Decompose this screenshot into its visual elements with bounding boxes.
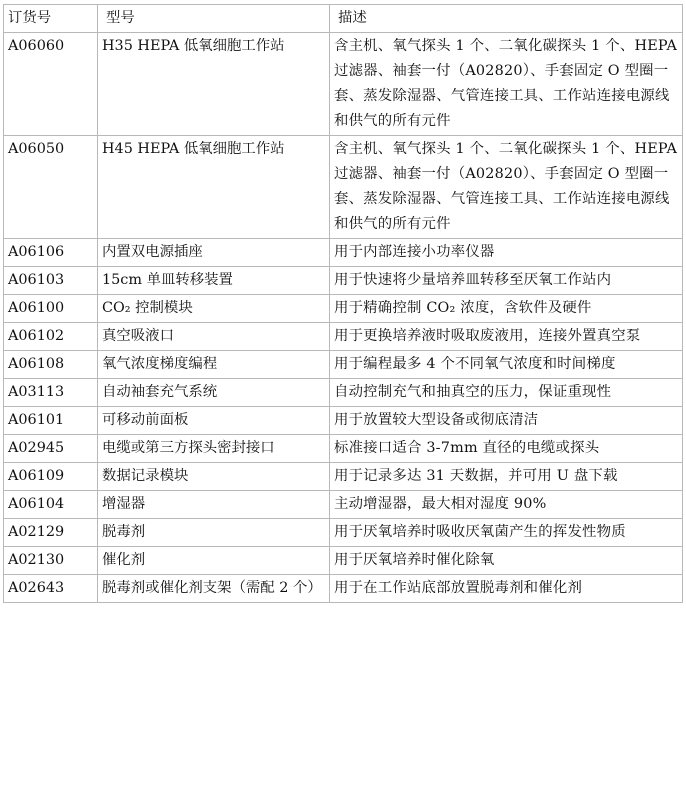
- model-cell: 增湿器: [98, 491, 330, 519]
- description-cell: 自动控制充气和抽真空的压力，保证重现性: [330, 379, 683, 407]
- table-row: [4, 575, 683, 603]
- header-order-number: 订货号: [4, 5, 98, 33]
- order-number-cell: A06106: [4, 239, 98, 267]
- table-row: [4, 295, 683, 323]
- description-cell: 主动增湿器，最大相对湿度 90%: [330, 491, 683, 519]
- model-cell: CO₂ 控制模块: [98, 295, 330, 323]
- order-number-cell: A06100: [4, 295, 98, 323]
- table-row: [4, 407, 683, 435]
- description-cell: 用于厌氧培养时催化除氧: [330, 547, 683, 575]
- description-cell: 用于精确控制 CO₂ 浓度，含软件及硬件: [330, 295, 683, 323]
- description-cell: 标准接口适合 3-7mm 直径的电缆或探头: [330, 435, 683, 463]
- order-number-cell: A02130: [4, 547, 98, 575]
- model-cell: H45 HEPA 低氧细胞工作站: [98, 136, 330, 239]
- description-cell: 用于编程最多 4 个不同氧气浓度和时间梯度: [330, 351, 683, 379]
- table-row: [4, 491, 683, 519]
- description-cell: 含主机、氧气探头 1 个、二氧化碳探头 1 个、HEPA 过滤器、袖套一付（A02820）、手套固定 O 型圈一套、蒸发除湿器、气管连接工具、工作站连接电源线和供气的所有元件: [330, 136, 683, 239]
- table-row: [4, 33, 683, 136]
- model-cell: 15cm 单皿转移装置: [98, 267, 330, 295]
- model-cell: 数据记录模块: [98, 463, 330, 491]
- description-cell: 用于在工作站底部放置脱毒剂和催化剂: [330, 575, 683, 603]
- table-row: [4, 547, 683, 575]
- description-cell: 用于快速将少量培养皿转移至厌氧工作站内: [330, 267, 683, 295]
- model-cell: 催化剂: [98, 547, 330, 575]
- order-number-cell: A06101: [4, 407, 98, 435]
- model-cell: H35 HEPA 低氧细胞工作站: [98, 33, 330, 136]
- description-cell: 用于记录多达 31 天数据，并可用 U 盘下载: [330, 463, 683, 491]
- model-cell: 内置双电源插座: [98, 239, 330, 267]
- description-cell: 用于更换培养液时吸取废液用，连接外置真空泵: [330, 323, 683, 351]
- table-row: [4, 519, 683, 547]
- order-number-cell: A06102: [4, 323, 98, 351]
- model-cell: 脱毒剂或催化剂支架（需配 2 个）: [98, 575, 330, 603]
- model-cell: 可移动前面板: [98, 407, 330, 435]
- model-cell: 脱毒剂: [98, 519, 330, 547]
- order-number-cell: A06060: [4, 33, 98, 136]
- order-number-cell: A06104: [4, 491, 98, 519]
- order-number-cell: A02643: [4, 575, 98, 603]
- table-row: [4, 351, 683, 379]
- order-number-cell: A06108: [4, 351, 98, 379]
- description-cell: 用于厌氧培养时吸收厌氧菌产生的挥发性物质: [330, 519, 683, 547]
- order-number-cell: A06050: [4, 136, 98, 239]
- order-number-cell: A06103: [4, 267, 98, 295]
- table-row: [4, 267, 683, 295]
- description-cell: 含主机、氧气探头 1 个、二氧化碳探头 1 个、HEPA 过滤器、袖套一付（A02820）、手套固定 O 型圈一套、蒸发除湿器、气管连接工具、工作站连接电源线和供气的所有元件: [330, 33, 683, 136]
- table-row: [4, 323, 683, 351]
- order-number-cell: A06109: [4, 463, 98, 491]
- header-description: 描述: [330, 5, 683, 33]
- table-row: [4, 379, 683, 407]
- table-row: [4, 463, 683, 491]
- model-cell: 电缆或第三方探头密封接口: [98, 435, 330, 463]
- order-table: [3, 4, 683, 603]
- table-row: [4, 136, 683, 239]
- table-row: [4, 239, 683, 267]
- order-number-cell: A03113: [4, 379, 98, 407]
- model-cell: 氧气浓度梯度编程: [98, 351, 330, 379]
- model-cell: 自动袖套充气系统: [98, 379, 330, 407]
- description-cell: 用于内部连接小功率仪器: [330, 239, 683, 267]
- model-cell: 真空吸液口: [98, 323, 330, 351]
- order-number-cell: A02945: [4, 435, 98, 463]
- description-cell: 用于放置较大型设备或彻底清洁: [330, 407, 683, 435]
- header-model: 型号: [98, 5, 330, 33]
- header-row: [4, 5, 683, 33]
- table-row: [4, 435, 683, 463]
- order-number-cell: A02129: [4, 519, 98, 547]
